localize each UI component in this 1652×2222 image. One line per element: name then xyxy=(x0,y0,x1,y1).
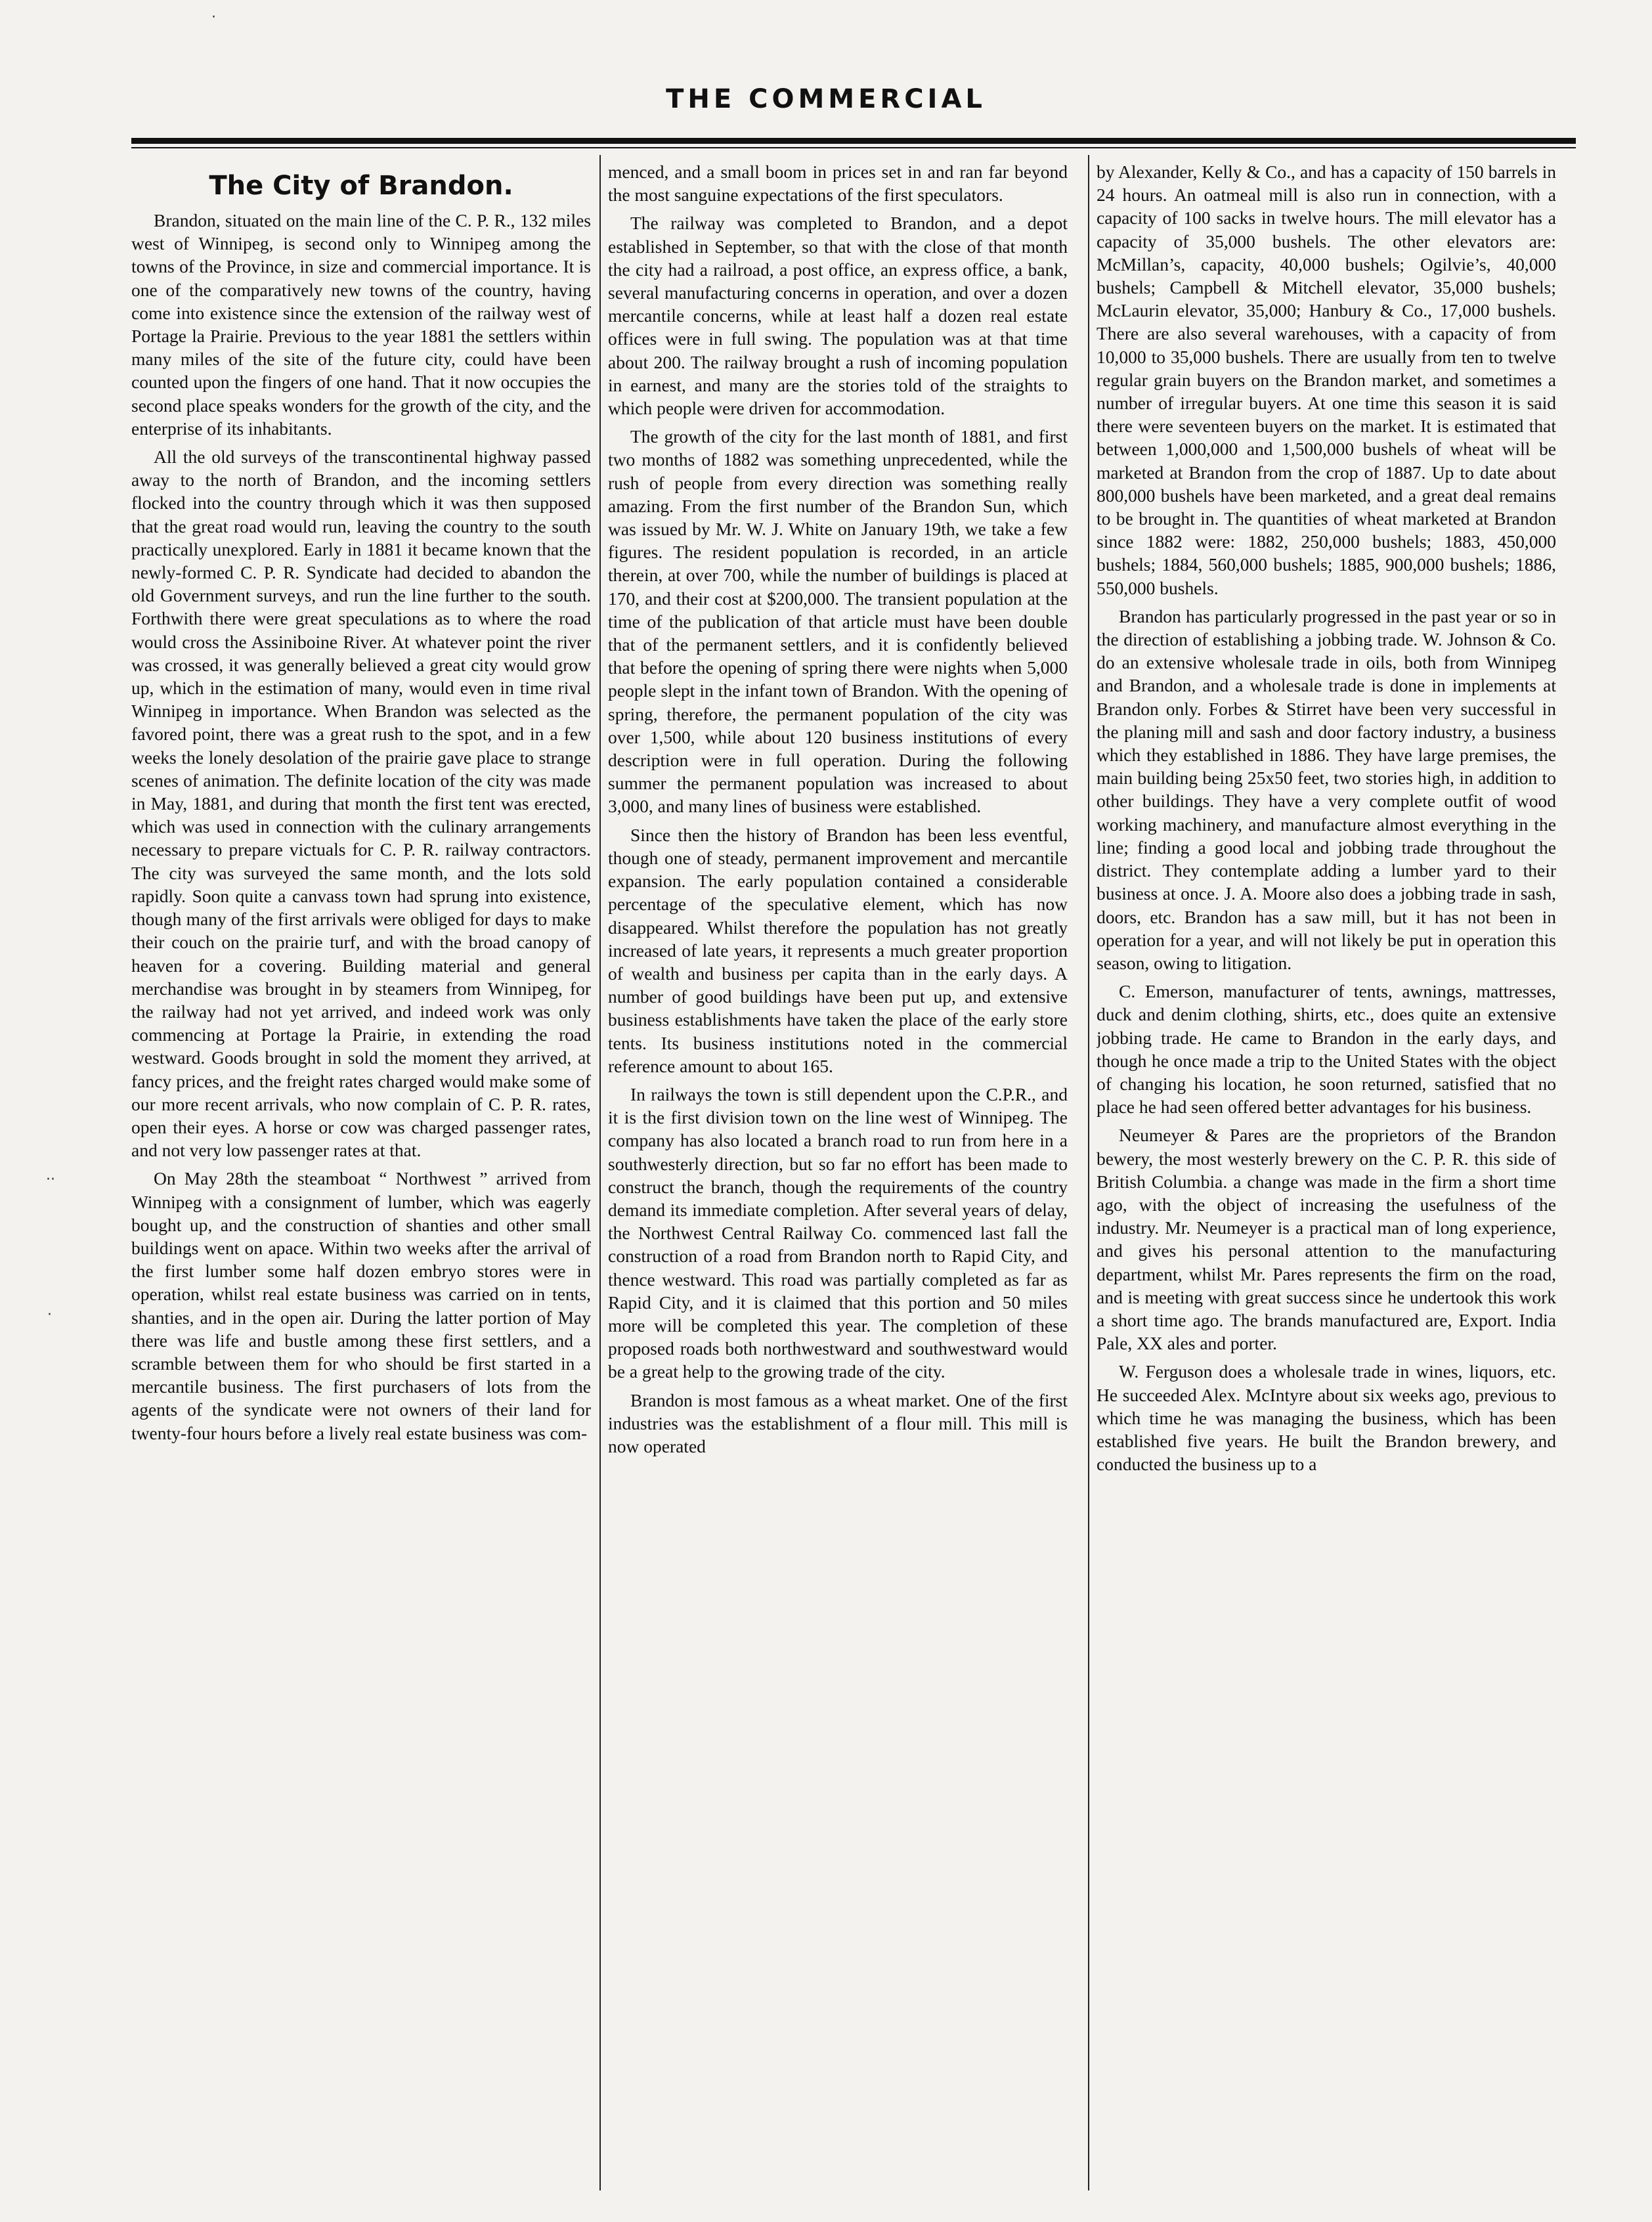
article-column-1 xyxy=(131,160,591,2196)
paragraph: Brandon has particularly progressed in the past year or so in the direction of establishing a jobbing trade. W. Johnson & Co. do an extensive wholesale trade in oils, both from Winnipeg and Brandon, and a wholesale trade is done in implements at Brandon only. Forbes & Stirret have been very successful in the planing mill and sash and door factory industry, a business which they established in 1886. They have large premises, the main building being 25x50 feet, two stories high, in addition to other buildings. They have a very complete outfit of wood working machinery, and manufacture almost everything in the line; finding a good local and jobbing trade throughout the district. They contemplate adding a lumber yard to their business at once. J. A. Moore also does a jobbing trade in sash, doors, etc. Brandon has a saw mill, but it has not been in operation for a year, and will not likely be put in operation this season, owing to litigation. xyxy=(1097,605,1556,973)
masthead: THE COMMERCIAL xyxy=(666,84,986,114)
column-separator xyxy=(599,155,601,2190)
print-speck: · xyxy=(47,1307,52,1323)
paragraph: On May 28th the steamboat “ Northwest ” arrived from Winnipeg with a consignment of lumber, which was eagerly bought up, and the construction of shanties and other small buildings went on apace. Within two weeks after the arrival of the first lumber some half dozen embryo stores were in operation, whilst real estate business was carried on in tents, shanties, and in the open air. During the latter portion of May there was life and bustle among these first settlers, and a scramble between them for who should be first started in a mercantile business. The first purchasers of lots from the agents of the syndicate were not owners of their land for twenty-four hours before a lively real estate business was com- xyxy=(131,1168,591,1443)
paragraph: All the old surveys of the transcontinental highway passed away to the north of Brandon, and the incoming settlers flocked into the country through which it was then supposed that the great road would run, leaving the country to the south practically unexplored. Early in 1881 it became known that the newly-formed C. P. R. Syndicate had decided to abandon the old Government surveys, and run the line further to the south. Forthwith there were great speculations as to where the road would cross the Assiniboine River. At whatever point the river was crossed, it was generally believed a great city would grow up, which in the estimation of many, would even in time rival Winnipeg in importance. When Brandon was selected as the favored point, there was a great rush to the spot, and in a few weeks the lonely desolation of the prairie gave place to strange scenes of animation. The definite location of the city was made in May, 1881, and during that month the first tent was erected, which was used in connection with the culinary arrangements necessary to prepare victuals for C. P. R. railway contractors. The city was surveyed the same month, and the lots sold rapidly. Soon quite a canvass town had sprung into existence, though many of the first arrivals were obliged for days to make their couch on the prairie turf, and with the broad canopy of heaven for a covering. Building material and general merchandise was brought in by steamers from Winnipeg, for the railway had not yet arrived, and indeed work was only commencing at Portage la Prairie, in extending the road westward. Goods brought in sold the moment they arrived, at fancy prices, and the freight rates charged would make some of our more recent arrivals, who now complain of C. P. R. rates, open their eyes. A horse or cow was charged passenger rates, and not very low passenger rates at that. xyxy=(131,447,591,1161)
paragraph: Since then the history of Brandon has been less eventful, though one of steady, permanent improvement and mercantile expansion. The early population contained a considerable percentage of the speculative element, which has now disappeared. Whilst therefore the population has not greatly increased of late years, it represents a much greater proportion of wealth and business per capita than in the early days. A number of good buildings have been put up, and extensive business establishments have taken the place of the early store tents. Its business institutions noted in the commercial reference amount to about 165. xyxy=(608,824,1068,1076)
paragraph: The railway was completed to Brandon, and a depot established in September, so that with the close of that month the city had a railroad, a post office, an express office, a bank, several manufacturing concerns in operation, and over a dozen mercantile concerns, while at least half a dozen real estate offices were in full swing. The population was at that time about 200. The railway brought a rush of incoming population in earnest, and many are the stories told of the straights to which people were driven for accommodation. xyxy=(608,213,1068,419)
column-separator xyxy=(1088,155,1089,2190)
article-title: The City of Brandon. xyxy=(209,171,513,201)
paragraph: Brandon is most famous as a wheat market. One of the first industries was the establishment of a flour mill. This mill is now operated xyxy=(608,1389,1068,1456)
print-speck: · xyxy=(211,9,216,26)
header-rule-thin xyxy=(131,147,1576,148)
paragraph: Neumeyer & Pares are the proprietors of the Brandon bewery, the most westerly brewery on the C. P. R. this side of British Columbia. a change was made in the firm a short time ago, with the object of increasing the usefulness of the industry. Mr. Neumeyer is a practical man of long experience, and gives his personal attention to the manufacturing department, whilst Mr. Pares represents the firm on the road, and is meeting with great success since he undertook this work a short time ago. The brands manufactured are, Export. India Pale, XX ales and porter. xyxy=(1097,1125,1556,1354)
header-rule-thick xyxy=(131,138,1576,144)
paragraph: C. Emerson, manufacturer of tents, awnings, mattresses, duck and denim clothing, shirts, etc., does quite an extensive jobbing trade. He came to Brandon in the early days, and though he once made a trip to the United States with the object of changing his location, he soon returned, satisfied that no place he had seen offered better advantages for his business. xyxy=(1097,981,1556,1118)
paragraph: by Alexander, Kelly & Co., and has a capacity of 150 barrels in 24 hours. An oatmeal mill is also run in connection, with a capacity of 100 sacks in twelve hours. The mill elevator has a capacity of 35,000 bushels. The other elevators are: McMillan’s, capacity, 40,000 bushels; Ogilvie’s, 40,000 bushels; Campbell & Mitchell elevator, 35,000 bushels; McLaurin elevator, 35,000; Hanbury & Co., 17,000 bushels. There are also several warehouses, with a capacity of from 10,000 to 35,000 bushels. There are usually from ten to twelve regular grain buyers on the Brandon market, and sometimes a number of irregular buyers. At one time this season it is said there were seventeen buyers on the market. It is estimated that between 1,000,000 and 1,500,000 bushels of wheat will be marketed at Brandon from the crop of 1887. Up to date about 800,000 bushels have been marketed, and a great deal remains to be brought in. The quantities of wheat marketed at Brandon since 1882 were: 1882, 250,000 bushels; 1883, 450,000 bushels; 1884, 560,000 bushels; 1885, 900,000 bushels; 1886, 550,000 bushels. xyxy=(1097,162,1556,598)
paragraph: In railways the town is still dependent upon the C.P.R., and it is the first division town on the line west of Winnipeg. The company has also located a branch road to run from here in a southwesterly direction, but so far no effort has been made to construct the branch, though the requirements of the country demand its immediate completion. After several years of delay, the Northwest Central Railway Co. commenced last fall the construction of a road from Brandon north to Rapid City, and thence westward. This road was partially completed as far as Rapid City, and it is claimed that this portion and 50 miles more will be completed this year. The completion of these proposed roads both northwestward and southwestward would be a great help to the growing trade of the city. xyxy=(608,1083,1068,1382)
paragraph: menced, and a small boom in prices set in and ran far beyond the most sanguine expectations of the first speculators. xyxy=(608,162,1068,206)
print-speck: ·· xyxy=(46,1171,55,1188)
article-column-3 xyxy=(1097,160,1556,2196)
paragraph: W. Ferguson does a wholesale trade in wines, liquors, etc. He succeeded Alex. McIntyre about six weeks ago, previous to which time he was managing the business, which has been established five years. He built the Brandon brewery, and conducted the business up to a xyxy=(1097,1361,1556,1475)
article-column-2 xyxy=(608,160,1068,2196)
paragraph: The growth of the city for the last month of 1881, and first two months of 1882 was something unprecedented, while the rush of people from every direction was something really amazing. From the first number of the Brandon Sun, which was issued by Mr. W. J. White on January 19th, we take a few figures. The resident population is recorded, in an article therein, at over 700, while the number of buildings is placed at 170, and their cost at $200,000. The transient population at the time of the publication of that article must have been double that of the permanent settlers, and it is confidently believed that before the opening of spring there were nights when 5,000 people slept in the infant town of Brandon. With the opening of spring, therefore, the permanent population of the city was over 1,500, while about 120 business institutions of every description were in full operation. During the following summer the permanent population was increased to about 3,000, and many lines of business were established. xyxy=(608,426,1068,817)
paragraph: Brandon, situated on the main line of the C. P. R., 132 miles west of Winnipeg, is second only to Winnipeg among the towns of the Province, in size and commercial importance. It is one of the comparatively new towns of the country, having come into existence since the extension of the railway west of Portage la Prairie. Previous to the year 1881 the settlers within many miles of the site of the future city, could have been counted upon the fingers of one hand. That it now occupies the second place speaks wonders for the growth of the city, and the enterprise of its inhabitants. xyxy=(131,210,591,439)
